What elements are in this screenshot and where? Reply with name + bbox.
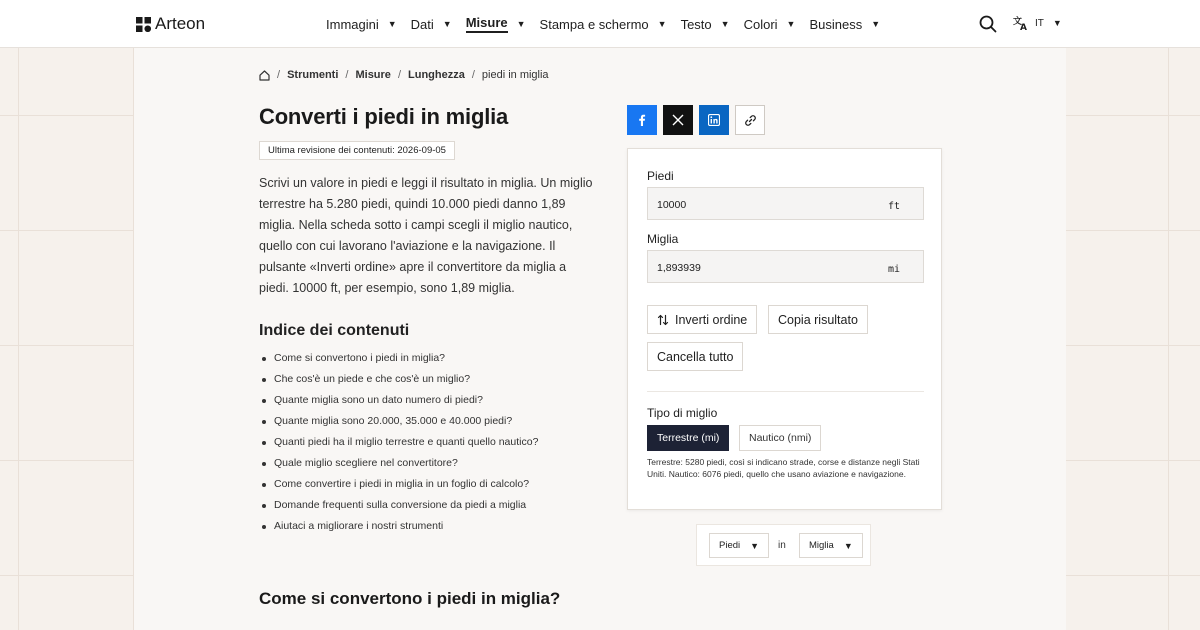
nav-item-colori[interactable] (744, 0, 796, 48)
nav-item-immagini[interactable] (326, 0, 397, 48)
toc-link[interactable]: Quante miglia sono un dato numero di piedi? (259, 390, 599, 411)
to-unit-select[interactable] (799, 533, 863, 558)
breadcrumb-current: piedi in miglia (481, 69, 549, 81)
copy-result-label: Copia risultato (778, 312, 858, 327)
linkedin-icon (708, 114, 720, 126)
nav-item-stampa-e-schermo[interactable] (540, 0, 667, 48)
chevron-down-icon: ▼ (1052, 18, 1062, 28)
miles-unit: mi (887, 264, 900, 275)
nav-item-misure[interactable] (466, 0, 526, 48)
copy-link-button[interactable] (735, 105, 765, 135)
chevron-down-icon: ▼ (442, 19, 452, 29)
toc-link[interactable]: Quale miglio scegliere nel convertitore? (259, 453, 599, 474)
search-icon (979, 15, 997, 33)
nav-item-label: Colori (743, 16, 778, 32)
revision-badge: Ultima revisione dei contenuti: 2026-09-05 (259, 141, 455, 160)
nav-item-label: Stampa e schermo (539, 16, 649, 32)
toc-link[interactable]: Domande frequenti sulla conversione da piedi a miglia (259, 495, 599, 516)
swap-order-button[interactable] (647, 305, 757, 334)
breadcrumb-item-strumenti[interactable]: Strumenti (287, 69, 339, 81)
table-of-contents (259, 348, 599, 537)
home-icon[interactable] (259, 70, 270, 81)
chevron-down-icon: ▼ (750, 540, 760, 551)
breadcrumb-separator: / (277, 69, 281, 81)
breadcrumb-separator: / (397, 69, 401, 81)
share-facebook-button[interactable] (627, 105, 657, 135)
unit-joiner: in (778, 540, 786, 551)
miles-label: Miglia (647, 232, 679, 246)
brand-logo[interactable] (136, 14, 205, 34)
card-divider (647, 391, 924, 392)
search-button[interactable] (979, 15, 997, 33)
swap-vertical-icon (657, 314, 669, 326)
feet-unit: ft (887, 201, 900, 212)
top-navigation-bar (0, 0, 1200, 48)
feet-input[interactable] (647, 187, 924, 220)
svg-text:A: A (1020, 23, 1027, 31)
chevron-down-icon: ▼ (843, 540, 853, 551)
breadcrumb-item-misure[interactable]: Misure (355, 69, 391, 81)
toc-link[interactable]: Aiutaci a migliorare i nostri strumenti (259, 516, 599, 537)
share-x-button[interactable] (663, 105, 693, 135)
breadcrumb (259, 69, 549, 81)
svg-text:文: 文 (1013, 17, 1023, 27)
language-selector[interactable] (1013, 15, 1062, 31)
unit-selector-bar (696, 524, 871, 566)
brand-name: Arteon (155, 14, 206, 33)
nav-item-label: Misure (466, 15, 508, 33)
nav-item-label: Business (809, 16, 863, 32)
feet-input-value: 10000 (657, 199, 687, 211)
chevron-down-icon: ▼ (871, 19, 881, 29)
breadcrumb-item-lunghezza[interactable]: Lunghezza (408, 69, 465, 81)
toc-title: Indice dei contenuti (259, 322, 410, 339)
breadcrumb-separator: / (471, 69, 475, 81)
mile-type-note: Terrestre: 5280 piedi, così si indicano strade, corse e distanze negli Stati Uniti. Nautico: 6076 piedi, quello che usano aviazione e navigazione. (647, 457, 920, 479)
share-buttons (627, 105, 765, 135)
page-title: Converti i piedi in miglia (259, 104, 509, 129)
toc-link[interactable]: Che cos'è un piede e che cos'è un miglio? (259, 369, 599, 390)
feet-label: Piedi (647, 169, 674, 183)
miles-output[interactable] (647, 250, 924, 283)
toc-link[interactable]: Quante miglia sono 20.000, 35.000 e 40.000 piedi? (259, 411, 599, 432)
nav-item-testo[interactable] (681, 0, 730, 48)
mile-option-nautical[interactable]: Nautico (nmi) (739, 425, 821, 451)
x-icon (672, 114, 684, 126)
main-menu (326, 0, 894, 48)
clear-all-button[interactable] (647, 342, 743, 371)
section-heading: Come si convertono i piedi in miglia? (259, 589, 561, 608)
nav-item-dati[interactable] (411, 0, 452, 48)
link-icon (744, 114, 757, 127)
toc-link[interactable]: Come si convertono i piedi in miglia? (259, 348, 599, 369)
share-linkedin-button[interactable] (699, 105, 729, 135)
miles-output-value: 1,893939 (657, 262, 701, 274)
nav-item-label: Dati (410, 16, 434, 32)
chevron-down-icon: ▼ (720, 19, 730, 29)
chevron-down-icon: ▼ (516, 19, 526, 29)
chevron-down-icon: ▼ (657, 19, 667, 29)
logo-mark-icon (136, 17, 151, 32)
clear-all-label: Cancella tutto (657, 349, 734, 364)
nav-item-label: Immagini (326, 16, 379, 32)
nav-item-business[interactable] (809, 0, 880, 48)
language-code: IT (1035, 17, 1044, 29)
chevron-down-icon: ▼ (387, 19, 397, 29)
mile-type-label: Tipo di miglio (647, 406, 718, 420)
translate-icon (1013, 15, 1029, 31)
to-unit-value: Miglia (809, 540, 834, 551)
breadcrumb-separator: / (345, 69, 349, 81)
facebook-icon (636, 114, 648, 126)
toc-link[interactable]: Quanti piedi ha il miglio terrestre e quanti quello nautico? (259, 432, 599, 453)
swap-order-label: Inverti ordine (675, 312, 748, 327)
from-unit-value: Piedi (719, 540, 741, 551)
intro-paragraph: Scrivi un valore in piedi e leggi il risultato in miglia. Un miglio terrestre ha 5.280 piedi, quindi 10.000 piedi danno 1,89 miglia. Nella scheda sotto i campi scegli il miglio nautico, quello con cui lavorano l'aviazione e la navigazione. Il pulsante «Inverti ordine» apre il convertitore da miglia a piedi. 10000 ft, per esempio, sono 1,89 miglia. (259, 176, 593, 295)
nav-item-label: Testo (680, 16, 712, 32)
chevron-down-icon: ▼ (786, 19, 796, 29)
copy-result-button[interactable] (768, 305, 868, 334)
toc-link[interactable]: Come convertire i piedi in miglia in un foglio di calcolo? (259, 474, 599, 495)
from-unit-select[interactable] (709, 533, 769, 558)
converter-card (627, 148, 942, 510)
mile-option-statute[interactable]: Terrestre (mi) (647, 425, 729, 451)
